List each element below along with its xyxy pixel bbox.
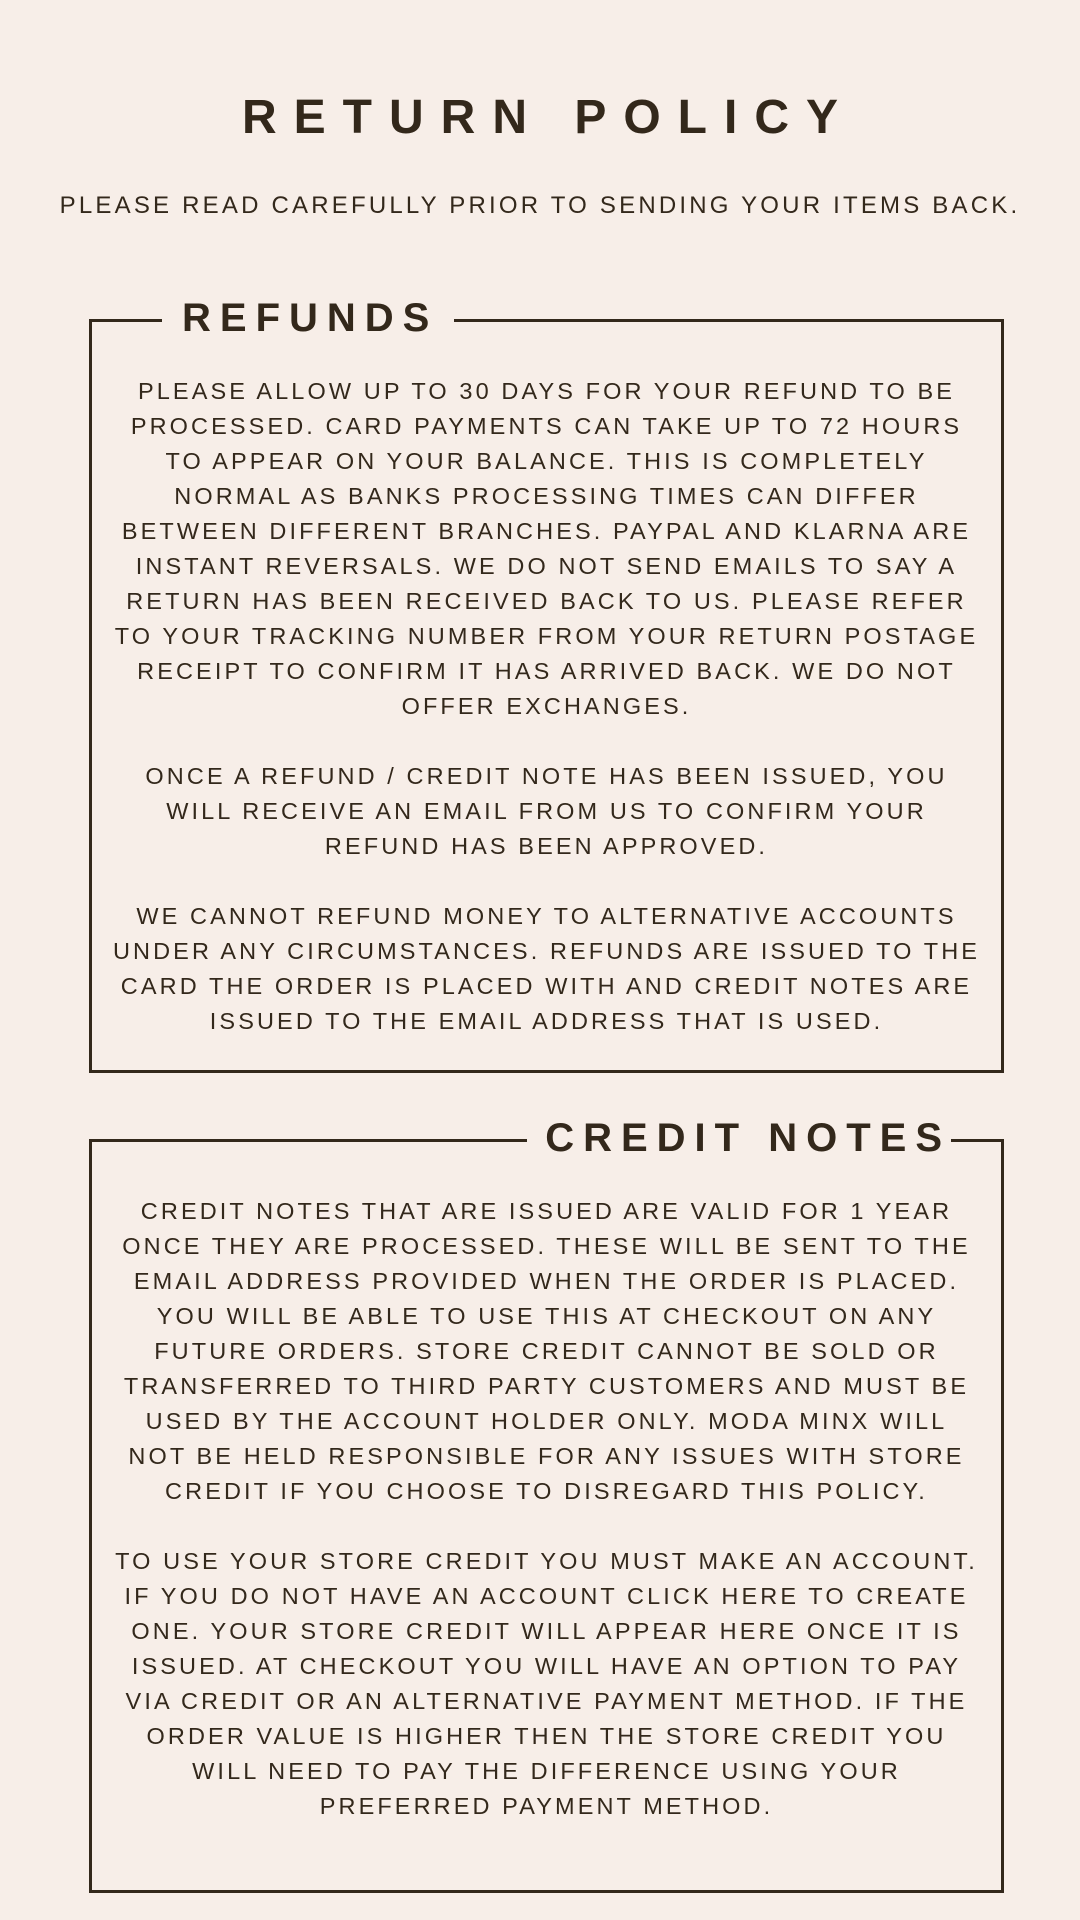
credit-notes-section [89, 1116, 1004, 1893]
page-title: RETURN POLICY [241, 91, 855, 144]
refunds-section [89, 296, 1004, 1073]
refunds-paragraph: ONCE A REFUND / CREDIT NOTE HAS BEEN ISSUED, YOU WILL RECEIVE AN EMAIL FROM US TO CONFIRM YOUR REFUND HAS BEEN APPROVED. [145, 763, 948, 859]
refunds-paragraph: PLEASE ALLOW UP TO 30 DAYS FOR YOUR REFUND TO BE PROCESSED. CARD PAYMENTS CAN TAKE UP TO 72 HOURS TO APPEAR ON YOUR BALANCE. THIS IS COMPLETELY NORMAL AS BANKS PROCESSING TIMES CAN DIFFER BETWEEN DIFFERENT BRANCHES. PAYPAL AND KLARNA ARE INSTANT REVERSALS. WE DO NOT SEND EMAILS TO SAY A RETURN HAS BEEN RECEIVED BACK TO US. PLEASE REFER TO YOUR TRACKING NUMBER FROM YOUR RETURN POSTAGE RECEIPT TO CONFIRM IT HAS ARRIVED BACK. WE DO NOT OFFER EXCHANGES. [114, 378, 979, 719]
credit-notes-paragraph: TO USE YOUR STORE CREDIT YOU MUST MAKE AN ACCOUNT. IF YOU DO NOT HAVE AN ACCOUNT CLICK HERE TO CREATE ONE. YOUR STORE CREDIT WILL APPEAR HERE ONCE IT IS ISSUED. AT CHECKOUT YOU WILL HAVE AN OPTION TO PAY VIA CREDIT OR AN ALTERNATIVE PAYMENT METHOD. IF THE ORDER VALUE IS HIGHER THEN THE STORE CREDIT YOU WILL NEED TO PAY THE DIFFERENCE USING YOUR PREFERRED PAYMENT METHOD. [115, 1548, 978, 1819]
refunds-body [112, 374, 981, 1074]
page-subtitle: PLEASE READ CAREFULLY PRIOR TO SENDING YOUR ITEMS BACK. [59, 192, 1021, 219]
refunds-paragraph: WE CANNOT REFUND MONEY TO ALTERNATIVE ACCOUNTS UNDER ANY CIRCUMSTANCES. REFUNDS ARE ISSUED TO THE CARD THE ORDER IS PLACED WITH AND CREDIT NOTES ARE ISSUED TO THE EMAIL ADDRESS THAT IS USED. [112, 903, 981, 1034]
credit-notes-body [112, 1194, 981, 1859]
refunds-heading: REFUNDS [162, 288, 454, 348]
credit-notes-paragraph: CREDIT NOTES THAT ARE ISSUED ARE VALID FOR 1 YEAR ONCE THEY ARE PROCESSED. THESE WILL BE SENT TO THE EMAIL ADDRESS PROVIDED WHEN THE ORDER IS PLACED. YOU WILL BE ABLE TO USE THIS AT CHECKOUT ON ANY FUTURE ORDERS. STORE CREDIT CANNOT BE SOLD OR TRANSFERRED TO THIRD PARTY CUSTOMERS AND MUST BE USED BY THE ACCOUNT HOLDER ONLY. MODA MINX WILL NOT BE HELD RESPONSIBLE FOR ANY ISSUES WITH STORE CREDIT IF YOU CHOOSE TO DISREGARD THIS POLICY. [122, 1198, 971, 1504]
credit-notes-heading: CREDIT NOTES [527, 1108, 951, 1168]
